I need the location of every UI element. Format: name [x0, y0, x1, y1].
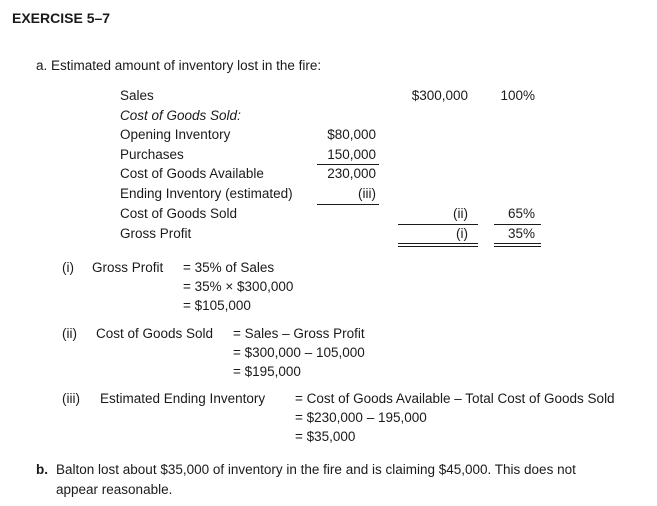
cogs-sold-amount: (ii) — [453, 206, 468, 221]
note-ii-line-2: = $300,000 – 105,000 — [233, 345, 365, 360]
opening-inventory-label: Opening Inventory — [120, 127, 231, 142]
ending-inventory-label: Ending Inventory (estimated) — [120, 186, 293, 201]
sales-label: Sales — [120, 88, 154, 103]
cost-available-label: Cost of Goods Available — [120, 166, 264, 181]
gross-profit-percent: 35% — [507, 226, 535, 241]
note-iii-label: Estimated Ending Inventory — [100, 391, 266, 406]
cogs-heading: Cost of Goods Sold: — [120, 108, 241, 123]
ending-inventory-underline — [317, 204, 379, 205]
sales-percent: 100% — [500, 88, 535, 103]
sales-amount: $300,000 — [411, 88, 468, 103]
note-i-line-1: = 35% of Sales — [183, 260, 275, 275]
exercise-title: EXERCISE 5–7 — [12, 10, 111, 26]
part-b-line-2: appear reasonable. — [56, 482, 173, 497]
note-ii-label: Cost of Goods Sold — [96, 326, 214, 341]
note-iii-line-3: = $35,000 — [295, 429, 356, 444]
note-ii-line-3: = $195,000 — [233, 364, 301, 379]
note-i-line-2: = 35% × $300,000 — [183, 279, 294, 294]
purchases-label: Purchases — [120, 147, 184, 162]
note-i-marker: (i) — [62, 260, 74, 275]
gross-profit-label: Gross Profit — [120, 226, 192, 241]
gross-profit-percent-double-underline — [494, 243, 541, 247]
note-iii-line-1: = Cost of Goods Available – Total Cost of Goods Sold — [295, 391, 615, 406]
note-iii-marker: (iii) — [62, 391, 80, 406]
gross-profit-double-underline — [398, 243, 478, 247]
note-i-label: Gross Profit — [92, 260, 164, 275]
part-a-heading: a. Estimated amount of inventory lost in the fire: — [36, 58, 322, 73]
note-ii-marker: (ii) — [62, 326, 77, 341]
part-b-line-1: Balton lost about $35,000 of inventory in the fire and is claiming $45,000. This does not — [56, 462, 576, 477]
ending-inventory-amount: (iii) — [358, 186, 376, 201]
cost-available-amount: 230,000 — [327, 166, 376, 181]
opening-inventory-amount: $80,000 — [327, 127, 376, 142]
gross-profit-amount: (i) — [456, 226, 468, 241]
note-i-line-3: = $105,000 — [183, 298, 251, 313]
purchases-amount: 150,000 — [327, 147, 376, 162]
note-ii-line-1: = Sales – Gross Profit — [233, 326, 365, 341]
part-b-marker: b. — [36, 462, 48, 477]
note-iii-line-2: = $230,000 – 195,000 — [295, 410, 427, 425]
cogs-sold-label: Cost of Goods Sold — [120, 206, 238, 221]
cogs-sold-percent: 65% — [507, 206, 535, 221]
